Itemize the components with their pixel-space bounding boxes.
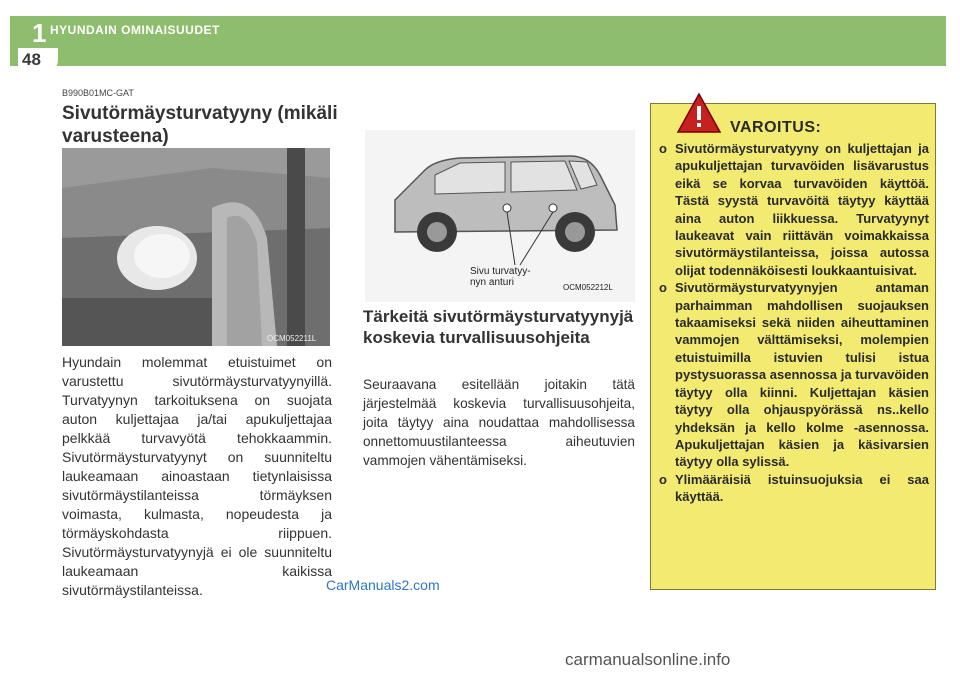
warning-list (659, 140, 929, 506)
chapter-number: 1 (32, 18, 47, 48)
warning-item-text: Sivutörmäysturvatyynyjen antaman parhaimman mahdollisen suojauksen takaamiseksi sekä niiden aiheuttaminen vammojen välttämiseksi, molempien etuistuimilla istuvien tulisi istua pystysuorassa asennossa ja turvavöiden täytyy olla kiinni. Kuljettajan käsien täytyy olla ohjauspyörässä ns..kello yhdeksän ja kello kolme -asennossa. Apukuljettajan käsien ja käsivarsien täytyy olla sylissä. (675, 280, 929, 470)
warning-triangle-icon (676, 92, 722, 134)
chapter-title: HYUNDAIN OMINAISUUDET (50, 23, 220, 37)
warning-title: VAROITUS: (730, 119, 822, 136)
side-airbag-illustration (62, 148, 330, 346)
middle-body-text: Seuraavana esitellään joitakin tätä järjestelmää koskevia turvallisuusohjeita, joita täytyy aina noudattaa mahdollisessa onnettomuustilanteessa aiheutuvien vammojen vähentämiseksi. (363, 377, 635, 468)
bullet-symbol: o (659, 141, 667, 156)
car-image-code: OCM052212L (563, 283, 613, 292)
bullet-symbol: o (659, 280, 667, 296)
watermark-carmanualsonline[interactable]: carmanualsonline.info (565, 650, 731, 669)
photo-image-code: OCM052211L (267, 334, 317, 343)
section-title: Sivutörmäysturvatyyny (mikäli varusteena) (62, 103, 338, 147)
warning-item-text: Sivutörmäysturvatyyny on kuljettajan ja apukuljettajan turvavöiden lisävarustus eikä se korvaa turvavöiden käyttöä. Tästä syystä turvavöitä täytyy käyttää aina auton liikkuessa. Turvatyynyt laukeavat vain riittävän voimakkaissa sivutörmäystilanteissa, joissa autossa olijat todennäköisesti loukkaantuisivat. (675, 141, 929, 278)
warning-item (659, 471, 929, 506)
watermark-carmanuals2[interactable]: CarManuals2.com (326, 577, 440, 593)
warning-item (659, 279, 929, 470)
side-airbag-photo (62, 148, 330, 346)
warning-item-text: Ylimääräisiä istuinsuojuksia ei saa käyttää. (675, 471, 929, 505)
subsection-title: Tärkeitä sivutörmäysturvatyynyjä koskevia turvallisuusohjeita (363, 307, 634, 347)
left-body-text: Hyundain molemmat etuistuimet on varustettu sivutörmäysturvatyynyillä. Turvatyynyn tarkoituksena on suojata auton kuljettajaa ja/tai apukuljettajaa pelkkää turvavyötä tehokkaammin. Sivutörmäysturvatyynyt on suunniteltu laukeamaan ainoastaan tietynlaisissa sivutörmäystilanteissa törmäyksen voimasta, kulmasta, nopeudesta ja törmäyskohdasta riippuen. Sivutörmäysturvatyynyjä ei ole suunniteltu laukeamaan kaikissa sivutörmäystilanteissa. (62, 354, 332, 598)
bullet-symbol: o (659, 471, 667, 487)
sensor-callout-line2: nyn anturi (470, 277, 514, 288)
sensor-callout-line1: Sivu turvatyy- (470, 266, 531, 277)
page-number: 48 (22, 50, 41, 69)
side-sensor-car-image (365, 130, 635, 302)
doc-code: B990B01MC-GAT (62, 88, 134, 98)
warning-item (659, 140, 929, 279)
